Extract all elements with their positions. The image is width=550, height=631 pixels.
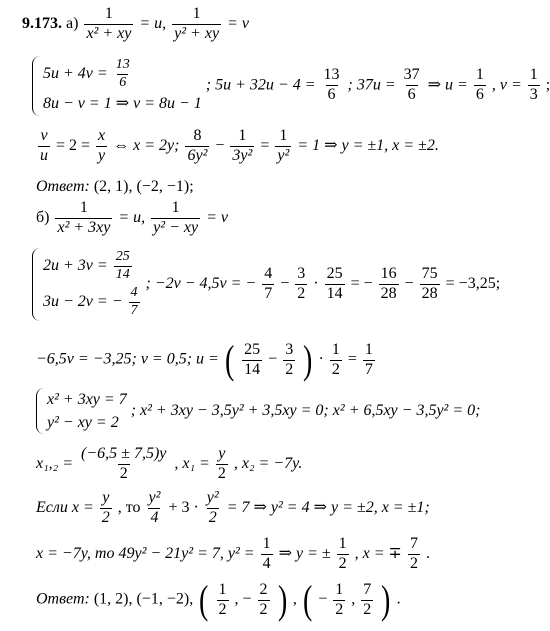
part-a-ratio-line: $\frac{v}{u}$ = 2 = $\frac{x}{y}$ ⇔ x = 2y; $\frac{8}{\text{6y²}}$ − $\frac{1}{\text{3y²}}$ = $\frac{1}{\text{y²}}$ = 1 ⇒ y = ±1, x = ±2. bbox=[40, 127, 439, 164]
fraction: $\frac{3}{2}$ bbox=[297, 265, 306, 302]
fraction: $\frac{y}{2}$ bbox=[217, 445, 226, 482]
fraction: $\frac{1}{\text{y² + xy}}$ bbox=[174, 5, 220, 42]
part-b-system2-line: x² + 3xy = 7 y² − xy = 2 ; x² + 3xy − 3,5y² + 3,5xy = 0; x² + 6,5xy − 3,5y² = 0; bbox=[36, 388, 480, 434]
fraction: $\frac{1}{\text{3y²}}$ bbox=[232, 127, 253, 164]
answer-label: Ответ: bbox=[36, 590, 90, 608]
fraction: $\frac{1}{2}$ bbox=[338, 535, 347, 572]
part-b-system-line: 2u + 3v = $\frac{25}{14}$ 3u − 2v = − $\frac{4}{7}$ ; −2v − 4,5v = − $\frac{4}{7}$ − $\frac{3}{2}$ · $\frac{25}{14}$ = − $\frac{16}{28}$ − $\frac{75}{28}$ = −3,25; bbox=[32, 248, 500, 321]
fraction: $\frac{1}{\text{y²}}$ bbox=[277, 127, 290, 164]
fraction: $\frac{1}{2}$ bbox=[218, 580, 227, 618]
part-b-values-line: −6,5v = −3,25; v = 0,5; u = ( $\frac{25}{14}$ − $\frac{3}{2}$ ) · $\frac{1}{2}$ = $\frac{1}{7}$ bbox=[36, 337, 373, 382]
fraction: $\frac{y}{2}$ bbox=[101, 489, 110, 526]
problem-number: 9.173. bbox=[22, 14, 62, 32]
fraction: $\frac{8}{\text{6y²}}$ bbox=[187, 127, 208, 164]
fraction: $\frac{3}{2}$ bbox=[285, 340, 294, 378]
fraction: $\frac{1}{2}$ bbox=[331, 340, 340, 378]
answer-label: Ответ: bbox=[36, 178, 90, 195]
fraction: $\frac{1}{3}$ bbox=[529, 66, 538, 104]
answer-text: (2, 1), (−2, −1); bbox=[93, 178, 194, 195]
fraction: $\frac{1}{\text{y² − xy}}$ bbox=[153, 199, 199, 236]
fraction: $\frac{13}{6}$ bbox=[115, 57, 130, 90]
fraction: $\frac{x}{y}$ bbox=[98, 127, 106, 164]
part-b-case2-line: x = −7y, то 49y² − 21y² = 7, y² = $\frac{1}{4}$ ⇒ y = ± $\frac{1}{2}$ , x = ∓ $\frac{7}{2}$ . bbox=[36, 535, 430, 572]
fraction: $\frac{1}{\text{x² + 3xy}}$ bbox=[57, 199, 111, 236]
fraction: $\frac{16}{28}$ bbox=[380, 265, 397, 302]
answer-text: (1, 2), (−1, −2), bbox=[93, 590, 194, 608]
part-a-system-line: 5u + 4v = $\frac{13}{6}$ 8u − v = 1 ⇒ v = 8u − 1 ; 5u + 32u − 4 = $\frac{13}{6}$ ; 37u = $\frac{37}{6}$ ⇒ u = $\frac{1}{6}$ , v = $\frac{1}{3}$ ; bbox=[32, 56, 550, 116]
brace bbox=[32, 248, 41, 321]
part-b-substitution: б) $\frac{1}{\text{x² + 3xy}}$ = u, $\frac{1}{\text{y² − xy}}$ = v bbox=[36, 199, 228, 236]
equation-system: x² + 3xy = 7 y² − xy = 2 bbox=[36, 388, 127, 434]
fraction: $\frac{7}{2}$ bbox=[409, 535, 418, 572]
fraction: $\frac{1}{6}$ bbox=[475, 66, 484, 104]
part-b-label: б) bbox=[36, 208, 50, 226]
fraction: $\frac{4}{7}$ bbox=[130, 285, 138, 319]
fraction: $\frac{1}{\text{x² + xy}}$ bbox=[86, 5, 132, 42]
fraction: $\frac{75}{28}$ bbox=[421, 265, 438, 302]
fraction: $\frac{7}{2}$ bbox=[363, 580, 372, 618]
fraction: $\frac{v}{u}$ bbox=[40, 127, 48, 164]
fraction: $\frac{1}{4}$ bbox=[262, 535, 271, 572]
part-b-answer: Ответ: (1, 2), (−1, −2), ( $\frac{1}{2}$ , − $\frac{2}{2}$ ) , ( − $\frac{1}{2}$ , $\frac{7}{2}$ ) . bbox=[36, 577, 401, 622]
part-b-case1-line: Если x = $\frac{y}{2}$ , то $\frac{\text{y²}}{4}$ + 3 · $\frac{\text{y²}}{2}$ = 7 ⇒ y² = 4 ⇒ y = ±2, x = ±1; bbox=[36, 489, 430, 526]
fraction: $\frac{2}{2}$ bbox=[259, 580, 268, 618]
part-a-answer bbox=[36, 178, 194, 196]
fraction: $\frac{\text{y²}}{4}$ bbox=[148, 489, 161, 526]
fraction: $\frac{25}{14}$ bbox=[244, 340, 261, 378]
fraction: $\frac{25}{14}$ bbox=[115, 249, 130, 282]
brace bbox=[32, 56, 41, 116]
part-a-label: а) bbox=[66, 14, 79, 32]
fraction: $\frac{\text{y²}}{2}$ bbox=[206, 489, 219, 526]
fraction: $\frac{1}{2}$ bbox=[335, 580, 344, 618]
fraction: $\frac{25}{14}$ bbox=[326, 265, 343, 302]
fraction: $\frac{37}{6}$ bbox=[403, 66, 420, 104]
fraction: $\frac{(-6,5 \pm 7,5)y}{2}$ bbox=[81, 445, 167, 482]
part-a-substitution: 9.173. а) $\frac{1}{\text{x² + xy}}$ = u, $\frac{1}{\text{y² + xy}}$ = v bbox=[22, 5, 249, 42]
part-b-roots-line: x₁,₂ = $\frac{(-6,5 \pm 7,5)y}{2}$ , x₁ = $\frac{y}{2}$ , x₂ = −7y. bbox=[36, 445, 303, 482]
fraction: $\frac{1}{7}$ bbox=[364, 340, 373, 378]
fraction: $\frac{13}{6}$ bbox=[323, 66, 340, 104]
equation-system: 2u + 3v = $\frac{25}{14}$ 3u − 2v = − $\frac{4}{7}$ bbox=[32, 248, 142, 321]
equation-system: 5u + 4v = $\frac{13}{6}$ 8u − v = 1 ⇒ v = 8u − 1 bbox=[32, 56, 202, 116]
fraction: $\frac{4}{7}$ bbox=[264, 265, 273, 302]
brace bbox=[36, 388, 45, 434]
